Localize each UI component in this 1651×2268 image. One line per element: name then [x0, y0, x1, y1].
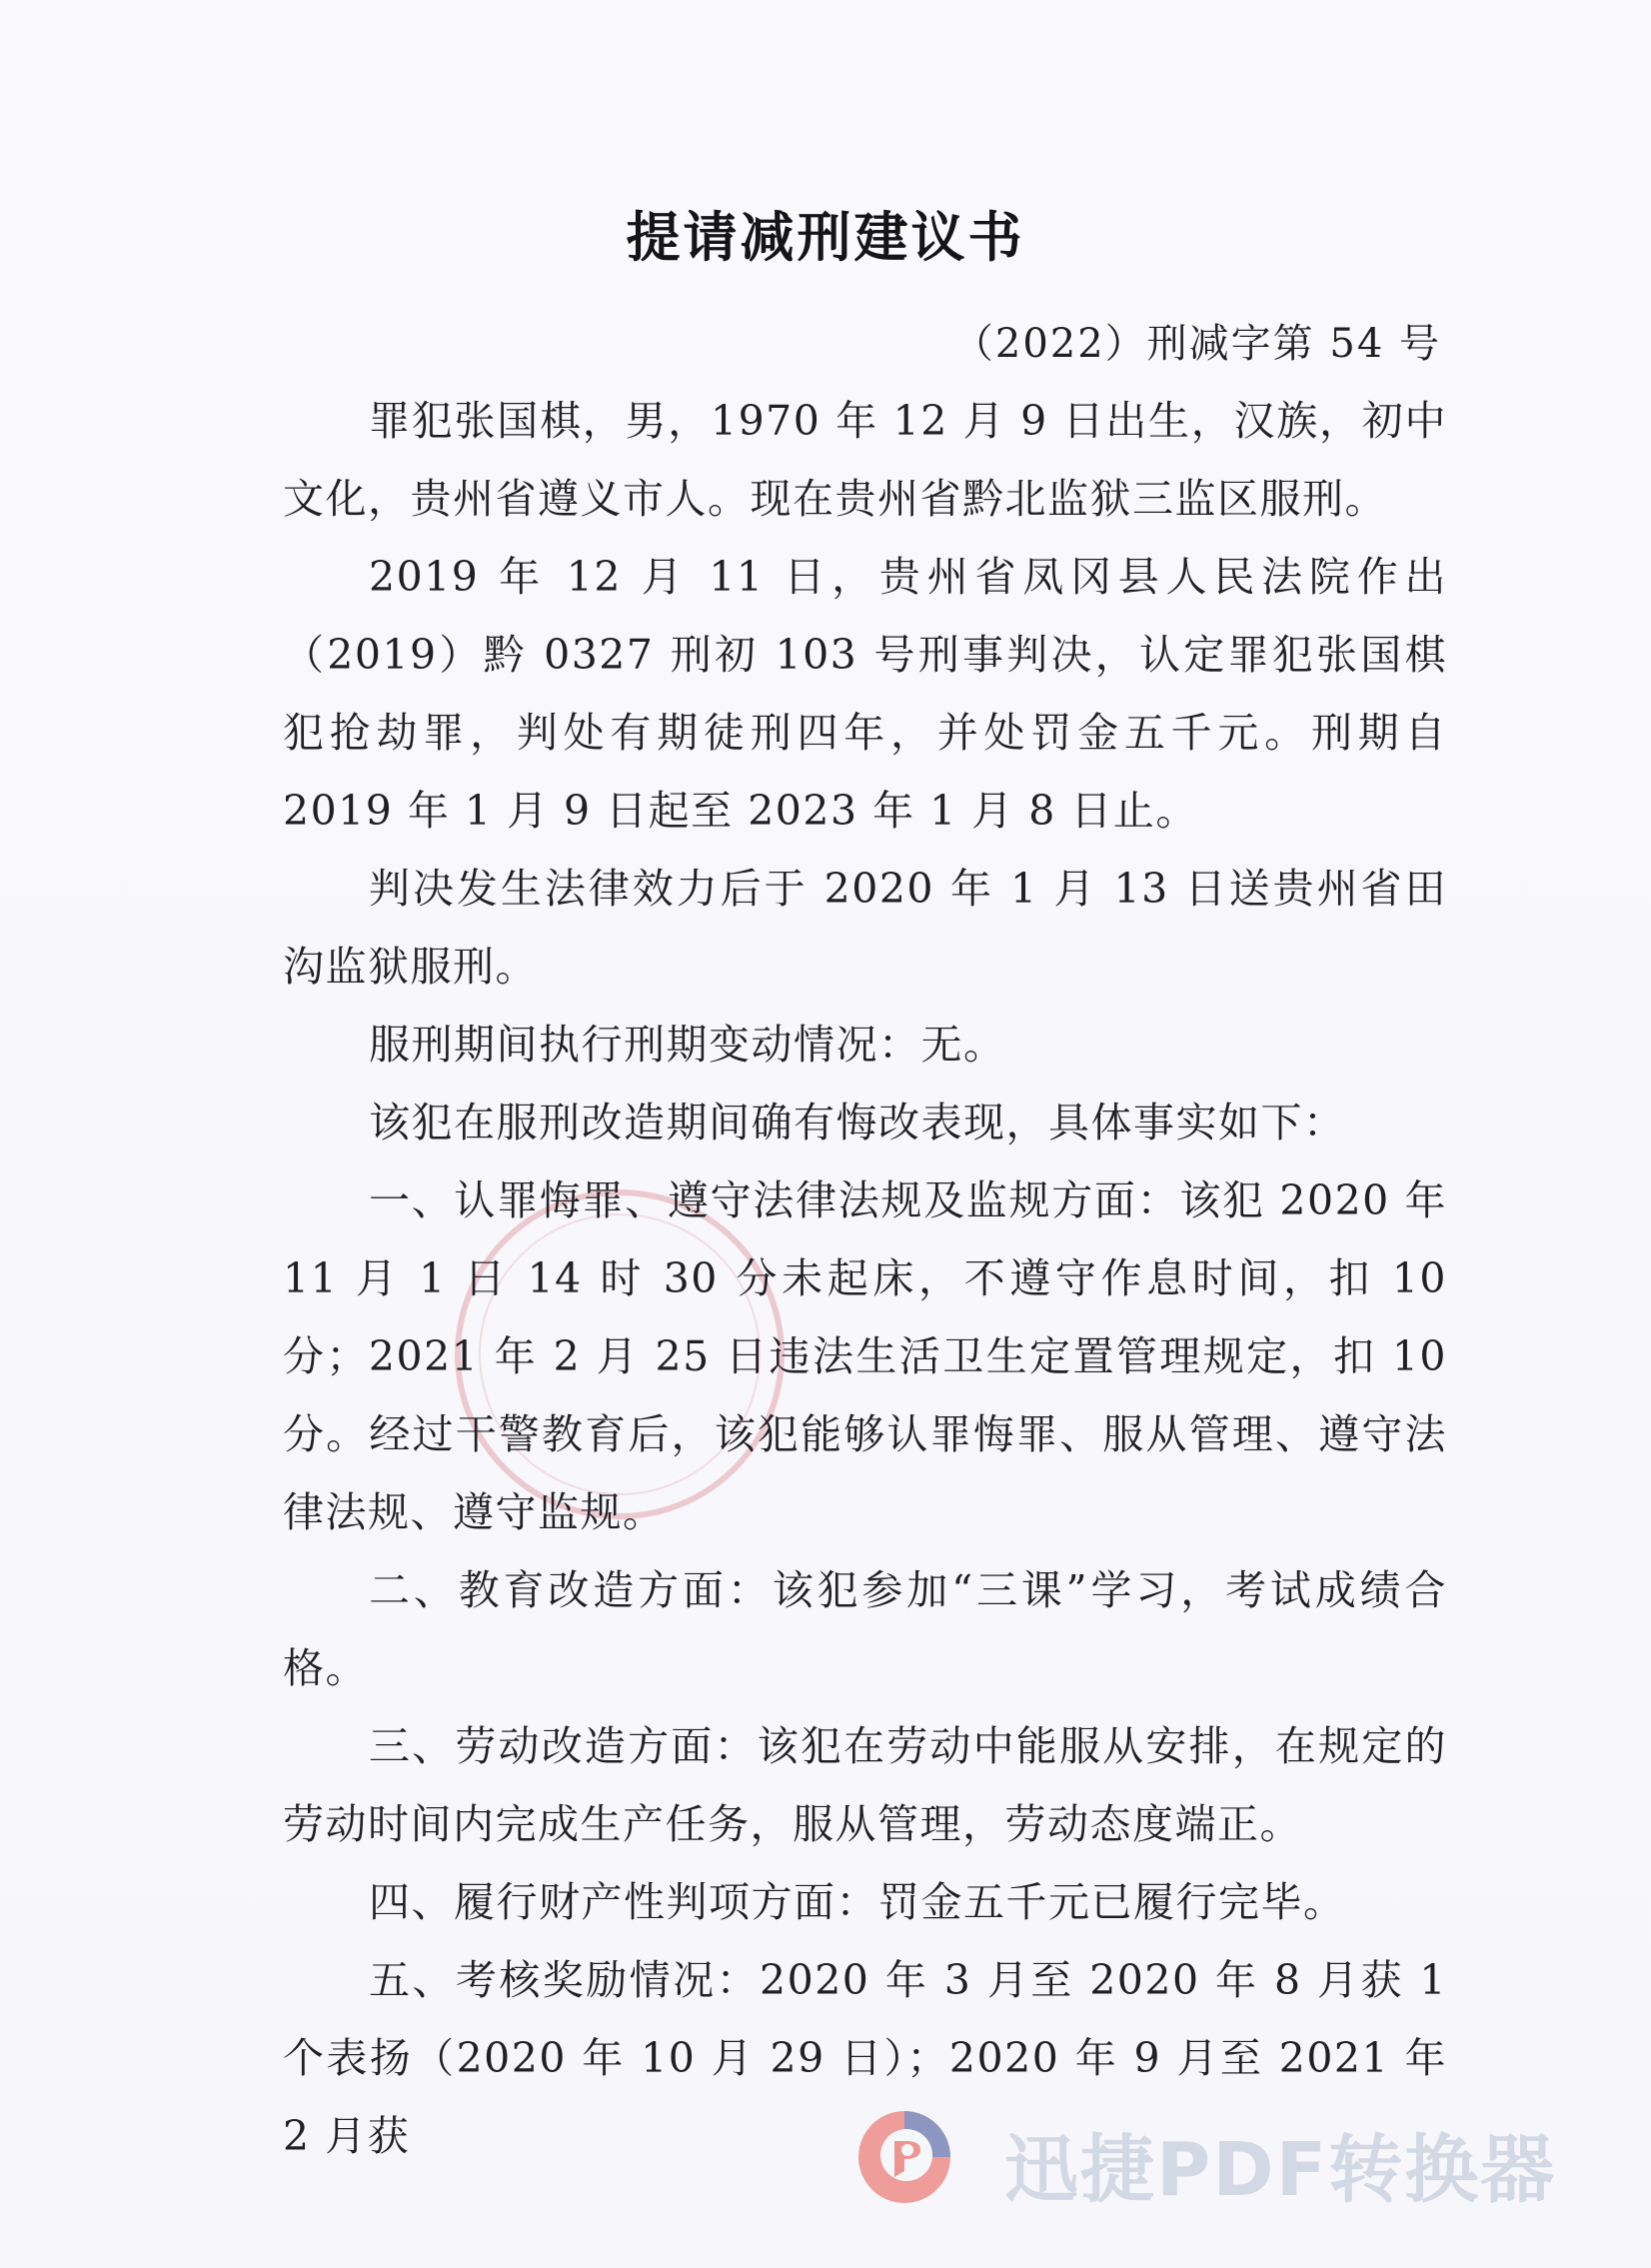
paragraph-rewards: 五、考核奖励情况：2020 年 3 月至 2020 年 8 月获 1 个表扬（2020 年 10 月 29 日）；2020 年 9 月至 2021 年 2 月获: [283, 1956, 1447, 2160]
watermark-text: 迅捷PDF转换器: [1004, 2127, 1557, 2213]
paragraph-sentence-changes: 服刑期间执行刑期变动情况：无。: [369, 1021, 1006, 1069]
paragraph-judgment: 2019 年 12 月 11 日，贵州省凤冈县人民法院作出（2019）黔 0327 刑初 103 号刑事判决，认定罪犯张国棋犯抢劫罪，判处有期徒刑四年，并处罚金五千元。刑期自 2019 年 1 月 9 日起至 2023 年 1 月 8 日止。: [283, 553, 1447, 835]
paragraph-transfer: 判决发生法律效力后于 2020 年 1 月 13 日送贵州省田沟监狱服刑。: [283, 865, 1447, 991]
document-number: （2022）刑减字第 54 号: [952, 321, 1441, 367]
paragraph-property-judgment: 四、履行财产性判项方面：罚金五千元已履行完毕。: [369, 1878, 1346, 1926]
paragraph-labor: 三、劳动改造方面：该犯在劳动中能服从安排，在规定的劳动时间内完成生产任务，服从管理，劳动态度端正。: [283, 1722, 1447, 1848]
paragraph-prisoner-info: 罪犯张国棋，男，1970 年 12 月 9 日出生，汉族，初中文化，贵州省遵义市人。现在贵州省黔北监狱三监区服刑。: [283, 397, 1447, 523]
document-body: [283, 382, 1447, 2175]
paragraph-repentance-intro: 该犯在服刑改造期间确有悔改表现，具体事实如下：: [369, 1099, 1346, 1146]
pdf-converter-logo-icon: [854, 2107, 954, 2207]
paragraph-law-compliance: 一、认罪悔罪、遵守法律法规及监规方面：该犯 2020 年 11 月 1 日 14 时 30 分未起床，不遵守作息时间，扣 10 分；2021 年 2 月 25 日违法生活卫生定置管理规定，扣 10 分。经过干警教育后，该犯能够认罪悔罪、服从管理、遵守法律法规、遵守监规。: [283, 1176, 1447, 1536]
paragraph-education: 二、教育改造方面：该犯参加“三课”学习，考试成绩合格。: [283, 1566, 1447, 1692]
document-title: 提请减刑建议书: [626, 205, 1025, 269]
watermark: [854, 2097, 1614, 2217]
